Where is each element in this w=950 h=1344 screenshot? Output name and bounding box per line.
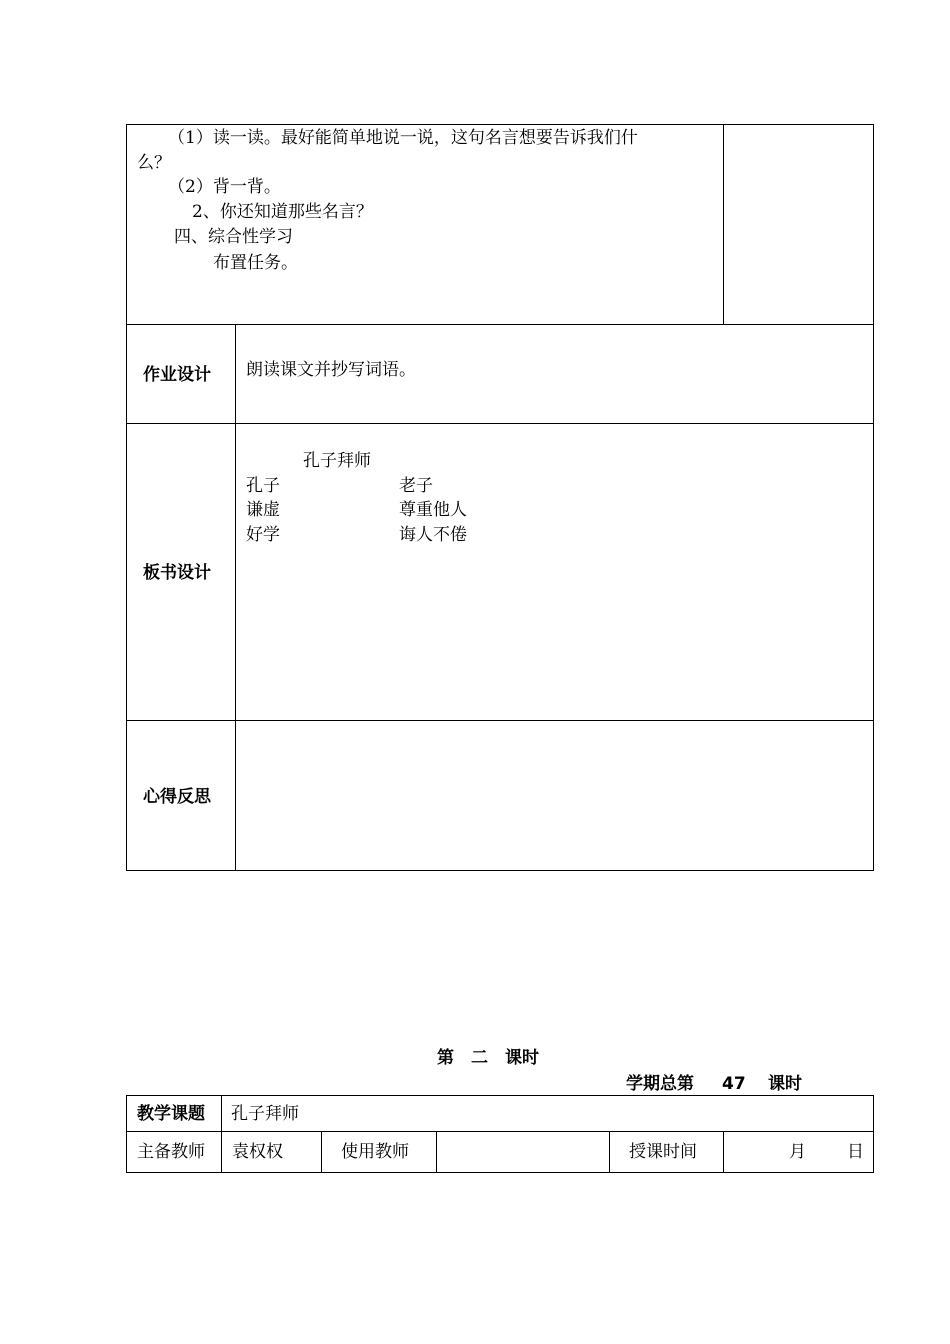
homework-label: 作业设计 — [143, 365, 211, 385]
process-line-1: （1）读一读。最好能简单地说一说，这句名言想要告诉我们什 — [168, 128, 638, 148]
board-left-1: 孔子 — [246, 476, 280, 496]
process-line-2: 么？ — [137, 153, 171, 173]
month-label: 月 — [789, 1142, 806, 1162]
time-label: 授课时间 — [629, 1142, 697, 1162]
process-line-6: 布置任务。 — [213, 253, 298, 273]
topic-label: 教学课题 — [137, 1104, 205, 1124]
main-teacher-value: 袁权权 — [232, 1142, 283, 1162]
board-label: 板书设计 — [143, 563, 211, 583]
topic-value: 孔子拜师 — [231, 1104, 299, 1124]
board-right-3: 诲人不倦 — [399, 525, 467, 545]
board-right-1: 老子 — [399, 476, 433, 496]
term-prefix: 学期总第 — [626, 1074, 694, 1094]
homework-content: 朗读课文并抄写词语。 — [246, 360, 416, 380]
day-label: 日 — [847, 1142, 864, 1162]
process-line-3: （2）背一背。 — [168, 177, 281, 197]
process-line-4: 2、你还知道那些名言？ — [192, 202, 373, 222]
main-teacher-label: 主备教师 — [137, 1142, 205, 1162]
board-left-2: 谦虚 — [246, 500, 280, 520]
term-number: 47 — [722, 1074, 746, 1094]
lesson-title: 第 二 课时 — [437, 1048, 539, 1068]
process-line-5: 四、综合性学习 — [174, 227, 293, 247]
board-title: 孔子拜师 — [303, 451, 371, 471]
board-right-2: 尊重他人 — [399, 500, 467, 520]
board-left-3: 好学 — [246, 525, 280, 545]
reflection-label: 心得反思 — [143, 787, 211, 807]
user-teacher-label: 使用教师 — [341, 1142, 409, 1162]
term-suffix: 课时 — [768, 1074, 802, 1094]
